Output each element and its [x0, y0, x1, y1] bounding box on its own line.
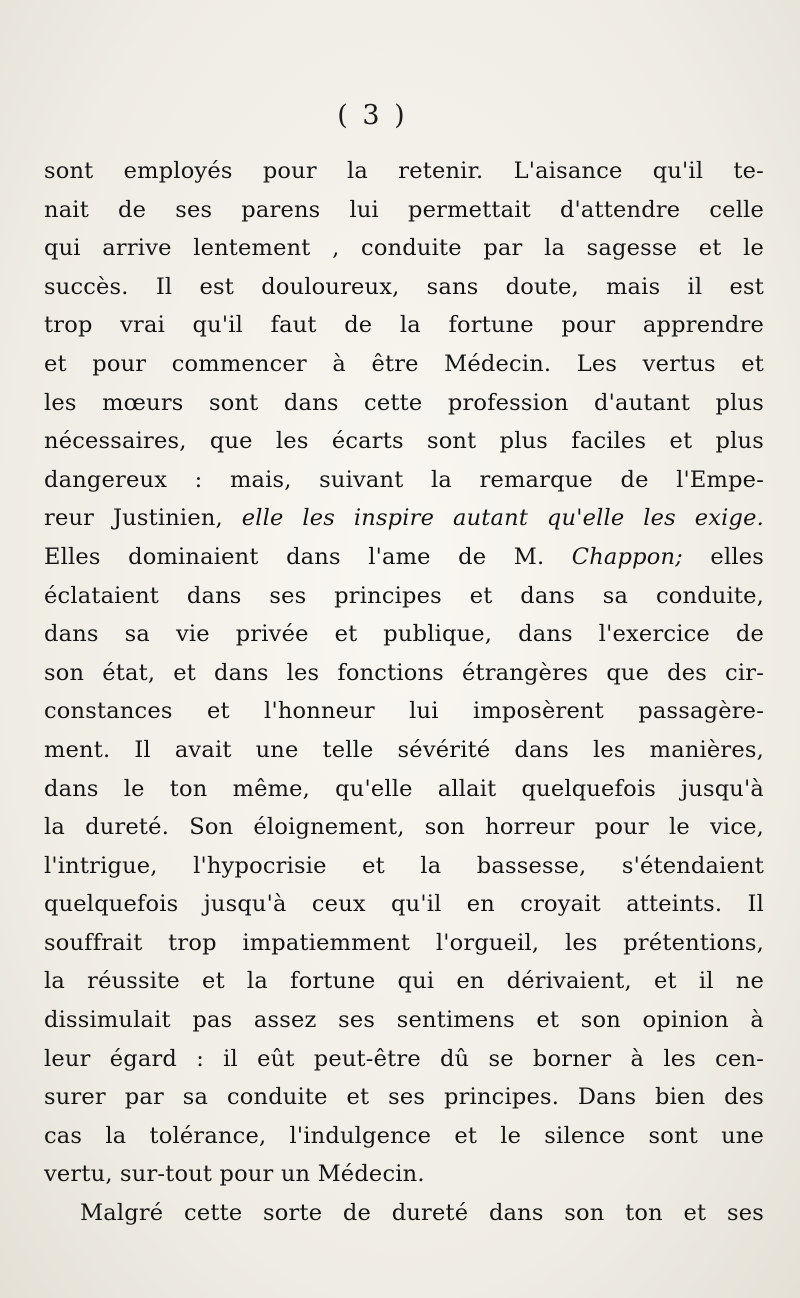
text-line-paragraph-end — [44, 1155, 764, 1194]
text-line-content: vertu, sur-tout pour un Médecin. — [44, 1161, 425, 1188]
text-line — [44, 692, 764, 731]
italic-surname: Chappon; — [571, 543, 683, 570]
page-number: ( 3 ) — [337, 100, 408, 131]
text-line-paragraph-start — [44, 1194, 764, 1233]
text-line-content: souffrait trop impatiemment l'orgueil, les prétentions, — [44, 929, 764, 956]
text-line — [44, 731, 764, 770]
italic-quotation: elle les inspire autant qu'elle les exige. — [241, 505, 764, 532]
page-body-text — [44, 152, 764, 1233]
text-line — [44, 422, 764, 461]
text-line-content: succès. Il est douloureux, sans doute, mais il est — [44, 273, 764, 300]
text-line — [44, 538, 764, 577]
text-line-content: la dureté. Son éloignement, son horreur pour le vice, — [44, 814, 764, 841]
text-line-pre: Elles dominaient dans l'ame de M. — [44, 543, 572, 570]
text-line — [44, 962, 764, 1001]
text-line-content: leur égard : il eût peut-être dû se borner à les cen- — [44, 1045, 764, 1072]
text-line — [44, 654, 764, 693]
text-line-content: éclataient dans ses principes et dans sa conduite, — [44, 582, 764, 609]
text-line — [44, 499, 764, 538]
text-line — [44, 924, 764, 963]
text-line-content: la réussite et la fortune qui en dérivaient, et il ne — [44, 968, 764, 995]
text-line-content: et pour commencer à être Médecin. Les vertus et — [44, 350, 764, 377]
text-line-content: dans le ton même, qu'elle allait quelquefois jusqu'à — [44, 775, 764, 802]
text-line-content: constances et l'honneur lui imposèrent passagère- — [44, 698, 764, 725]
text-line — [44, 306, 764, 345]
text-line-content: dissimulait pas assez ses sentimens et son opinion à — [44, 1007, 764, 1034]
text-line-pre: reur Justinien, — [44, 505, 242, 532]
text-line-content: dangereux : mais, suivant la remarque de l'Empe- — [44, 466, 764, 493]
text-line-content: nécessaires, que les écarts sont plus faciles et plus — [44, 428, 764, 455]
text-line — [44, 770, 764, 809]
text-line — [44, 461, 764, 500]
text-line — [44, 191, 764, 230]
text-line — [44, 152, 764, 191]
text-line-content: sont employés pour la retenir. L'aisance qu'il te- — [44, 158, 764, 184]
text-line-content: nait de ses parens lui permettait d'attendre celle — [44, 196, 764, 223]
text-line-content: les mœurs sont dans cette profession d'autant plus — [44, 389, 764, 416]
text-line — [44, 847, 764, 886]
text-line — [44, 808, 764, 847]
text-line-content: dans sa vie privée et publique, dans l'exercice de — [44, 621, 764, 648]
text-line-content: Malgré cette sorte de dureté dans son ton et ses — [80, 1200, 764, 1227]
text-line-content: surer par sa conduite et ses principes. Dans bien des — [44, 1084, 764, 1111]
text-line-content: trop vrai qu'il faut de la fortune pour apprendre — [44, 312, 764, 339]
text-line — [44, 1078, 764, 1117]
text-line — [44, 615, 764, 654]
text-line-content: l'intrigue, l'hypocrisie et la bassesse, s'étendaient — [44, 852, 764, 879]
text-line-content: ment. Il avait une telle sévérité dans les manières, — [44, 736, 764, 763]
text-line-content: qui arrive lentement , conduite par la sagesse et le — [44, 235, 764, 262]
text-line — [44, 1001, 764, 1040]
text-line — [44, 1040, 764, 1079]
text-line-content: cas la tolérance, l'indulgence et le silence sont une — [44, 1122, 764, 1149]
text-line-content: son état, et dans les fonctions étrangères que des cir- — [44, 659, 764, 686]
text-line — [44, 384, 764, 423]
text-line — [44, 345, 764, 384]
text-line — [44, 268, 764, 307]
text-line-content: quelquefois jusqu'à ceux qu'il en croyait atteints. Il — [44, 891, 764, 918]
text-line — [44, 1117, 764, 1156]
text-line — [44, 229, 764, 268]
text-line — [44, 577, 764, 616]
text-line — [44, 885, 764, 924]
text-line-post: elles — [682, 543, 764, 570]
